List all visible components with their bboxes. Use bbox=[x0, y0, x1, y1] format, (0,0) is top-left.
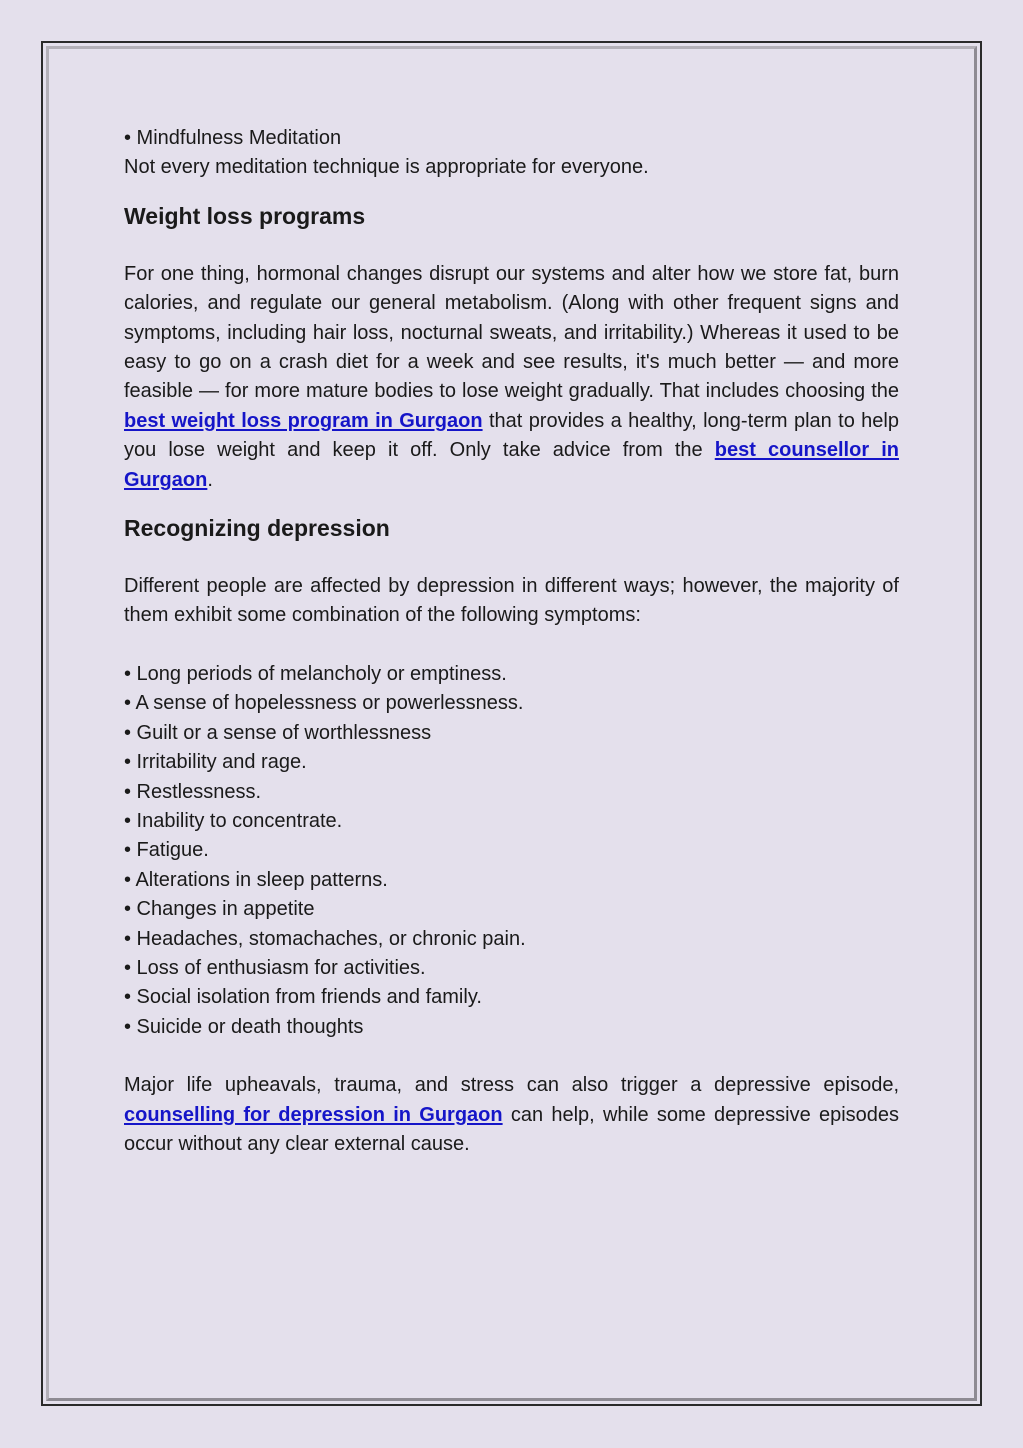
list-item: • Suicide or death thoughts bbox=[124, 1015, 364, 1038]
list-item: • Alterations in sleep patterns. bbox=[124, 868, 388, 891]
weight-loss-program-link[interactable]: best weight loss program in Gurgaon bbox=[124, 409, 483, 432]
weight-loss-text-2: that provides a healthy, long-term plan to help you lose weight and keep it off. Only take advice from the bbox=[124, 409, 899, 462]
list-item: • Irritability and rage. bbox=[124, 751, 307, 774]
depression-intro: Different people are affected by depression in different ways; however, the majority of them exhibit some combination of the following symptoms: bbox=[124, 575, 899, 627]
list-item: • Changes in appetite bbox=[124, 898, 315, 921]
depression-counselling-link[interactable]: counselling for depression in Gurgaon bbox=[124, 1103, 503, 1126]
list-item: • Inability to concentrate. bbox=[124, 809, 343, 832]
closing-text-2: can help, while some depressive episodes occur without any clear external cause. bbox=[124, 1103, 900, 1155]
weight-loss-text-3: . bbox=[207, 468, 213, 491]
list-item: • Fatigue. bbox=[124, 839, 209, 862]
weight-loss-text-1: For one thing, hormonal changes disrupt our systems and alter how we store fat, burn calories, and regulate our general metabolism. (Along with other frequent signs and symptoms, including hair loss, nocturnal sweats, and irritability.) Whereas it used to be easy to go on a crash diet for a week and see results, it's much better — and more feasible — for more mature bodies to lose weight gradually. That includes choosing the bbox=[124, 262, 899, 403]
depression-closing-paragraph bbox=[124, 1071, 899, 1159]
list-item: • Long periods of melancholy or emptiness. bbox=[124, 662, 507, 685]
meditation-note: Not every meditation technique is appropriate for everyone. bbox=[124, 156, 649, 179]
meditation-bullet: • Mindfulness Meditation bbox=[124, 127, 342, 149]
list-item: • A sense of hopelessness or powerlessness. bbox=[124, 692, 524, 715]
list-item: • Restlessness. bbox=[124, 780, 262, 803]
list-item: • Social isolation from friends and family. bbox=[124, 986, 482, 1009]
best-counsellor-link[interactable]: best counsellor in Gurgaon bbox=[124, 439, 899, 491]
weight-loss-paragraph bbox=[124, 260, 899, 495]
depression-heading: Recognizing depression bbox=[124, 515, 390, 542]
closing-text-1: Major life upheavals, trauma, and stress can also trigger a depressive episode, bbox=[124, 1074, 899, 1097]
symptom-list bbox=[124, 660, 899, 1042]
document-body bbox=[124, 124, 899, 1159]
list-item: • Guilt or a sense of worthlessness bbox=[124, 721, 432, 744]
weight-loss-heading: Weight loss programs bbox=[124, 202, 366, 229]
list-item: • Loss of enthusiasm for activities. bbox=[124, 956, 426, 979]
list-item: • Headaches, stomachaches, or chronic pain. bbox=[124, 927, 526, 950]
